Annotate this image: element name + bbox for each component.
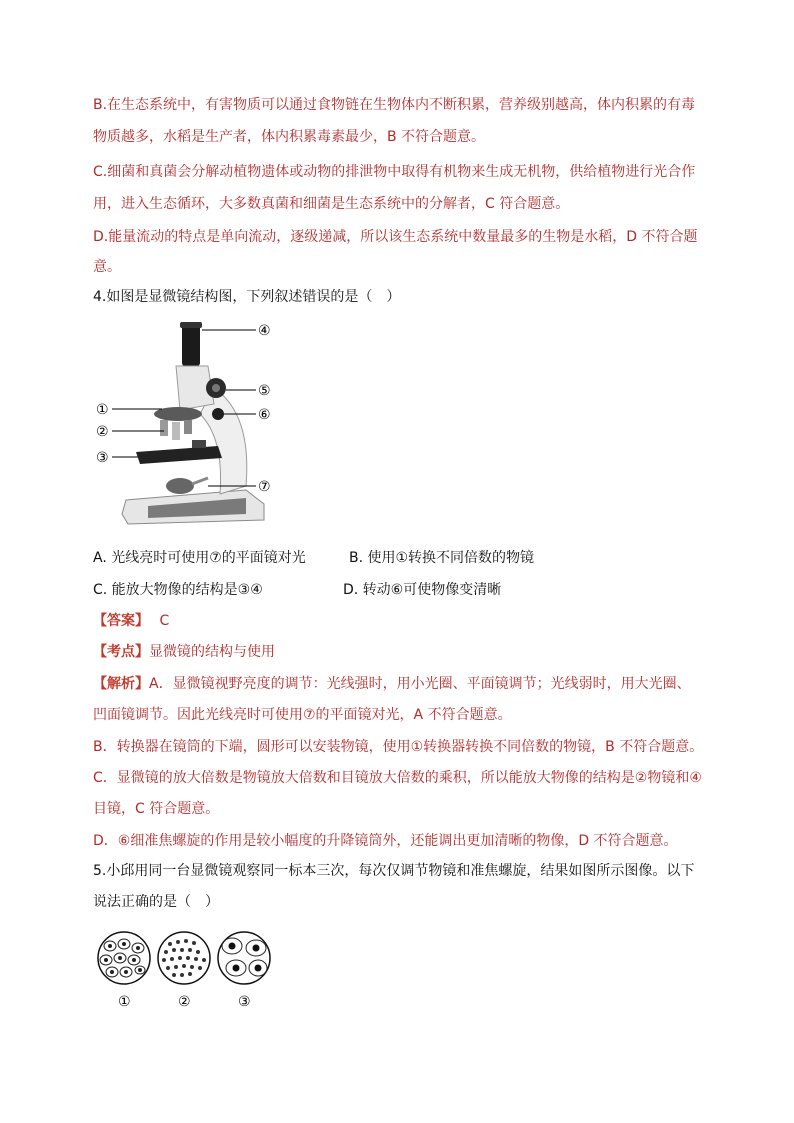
cell-views-figure (96, 928, 276, 1012)
microscope-figure (96, 318, 286, 530)
q3-d-line2: 意。 (93, 259, 121, 275)
q5-stem-line2: 说法正确的是（ ） (93, 894, 219, 910)
q3-c-line2: 用，进入生态循环，大多数真菌和细菌是生态系统中的分解者，C 符合题意。 (93, 196, 570, 212)
view-1 (98, 932, 150, 984)
label-4: ④ (258, 323, 271, 339)
label-7: ⑦ (258, 479, 271, 495)
q4-analysis-c2: 目镜，C 符合题意。 (93, 801, 220, 817)
analysis-tag: 【解析】 (93, 676, 149, 692)
q3-d-line1: D.能量流动的特点是单向流动，逐级递减，所以该生态系统中数量最多的生物是水稻，D 不符合题 (93, 229, 698, 245)
q4-analysis-a2: 凹面镜调节。因此光线亮时可使用⑦的平面镜对光，A 不符合题意。 (93, 707, 512, 723)
label-5: ⑤ (258, 383, 271, 399)
q4-analysis-a1 (93, 675, 691, 693)
q3-b-line1: B.在生态系统中，有害物质可以通过食物链在生物体内不断积累，营养级别越高，体内积累的有毒 (93, 97, 696, 113)
label-6: ⑥ (258, 407, 271, 423)
view-label-3: ③ (238, 994, 251, 1010)
view-label-2: ② (178, 994, 191, 1010)
q4-analysis-c1: C．显微镜的放大倍数是物镜放大倍数和目镜放大倍数的乘积，所以能放大物像的结构是②物镜和④ (93, 770, 702, 786)
q4-stem: 4.如图是显微镜结构图，下列叙述错误的是（ ） (93, 289, 401, 305)
analysis-a-line1: A．显微镜视野亮度的调节：光线强时，用小光圈、平面镜调节；光线弱时，用大光圈、 (149, 676, 691, 692)
label-1: ① (96, 402, 109, 418)
q3-b-line2: 物质越多，水稻是生产者，体内积累毒素最少，B 不符合题意。 (93, 129, 486, 145)
q4-answer (93, 612, 169, 630)
label-3: ③ (96, 450, 109, 466)
topic-value: 显微镜的结构与使用 (149, 644, 275, 660)
q4-option-d: D. 转动⑥可使物像变清晰 (343, 582, 502, 598)
answer-tag: 【答案】 (93, 613, 149, 629)
q4-analysis-b: B．转换器在镜筒的下端，圆形可以安装物镜，使用①转换器转换不同倍数的物镜，B 不符合题意。 (93, 739, 704, 755)
q4-option-b: B. 使用①转换不同倍数的物镜 (349, 550, 535, 566)
q4-option-c: C. 能放大物像的结构是③④ (93, 582, 263, 598)
answer-value: C (159, 613, 170, 629)
topic-tag: 【考点】 (93, 644, 149, 660)
q3-c-line1: C.细菌和真菌会分解动植物遗体或动物的排泄物中取得有机物来生成无机物，供给植物进行光合作 (93, 164, 696, 180)
view-label-1: ① (118, 994, 131, 1010)
q4-analysis-d: D．⑥细准焦螺旋的作用是较小幅度的升降镜筒外，还能调出更加清晰的物像，D 不符合题意。 (93, 833, 678, 849)
q4-option-a: A. 光线亮时可使用⑦的平面镜对光 (93, 550, 306, 566)
view-3 (218, 932, 270, 984)
label-2: ② (96, 424, 109, 440)
q4-topic (93, 643, 275, 661)
q5-stem-line1: 5.小邱用同一台显微镜观察同一标本三次，每次仅调节物镜和准焦螺旋，结果如图所示图像。以下 (93, 863, 695, 879)
view-2 (158, 932, 210, 984)
